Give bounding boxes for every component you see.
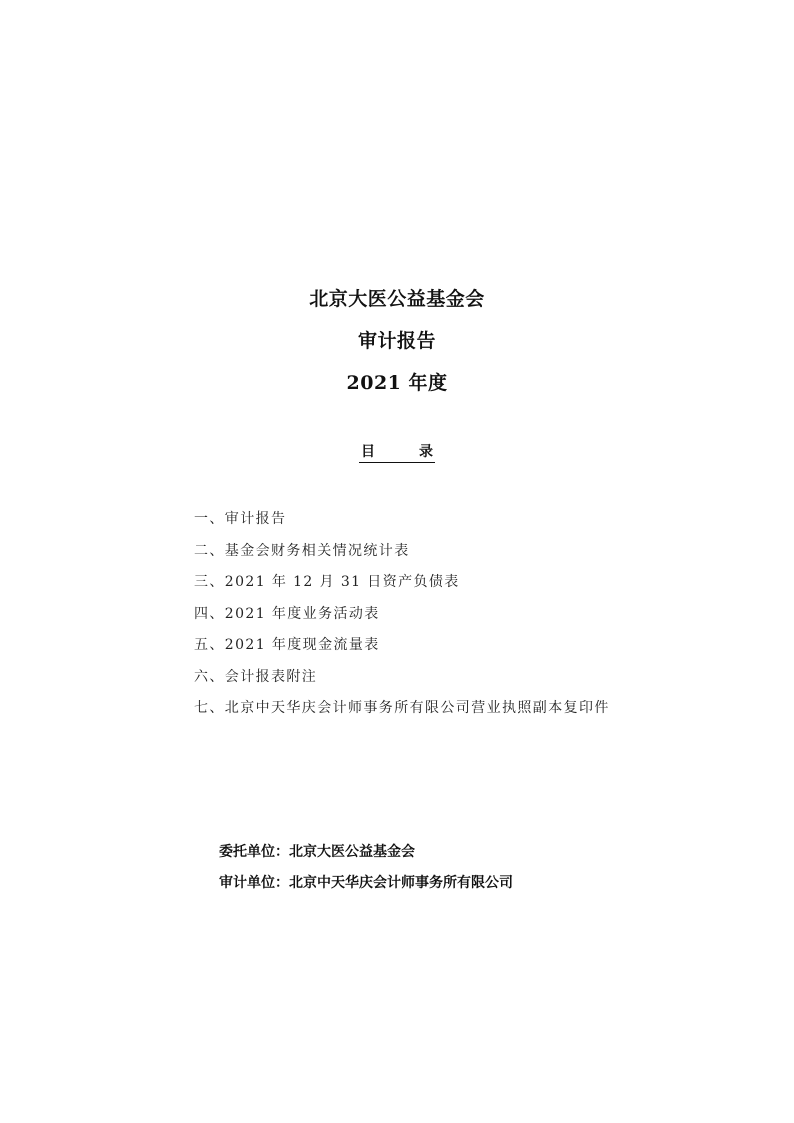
footer-block	[219, 841, 513, 903]
auditor-line: 审计单位：北京中天华庆会计师事务所有限公司	[219, 875, 513, 891]
toc-heading-right: 录	[419, 444, 433, 460]
toc-item-notes: 六、会计报表附注	[194, 668, 318, 685]
organization-title: 北京大医公益基金会	[309, 288, 485, 310]
toc-item-financial-statistics: 二、基金会财务相关情况统计表	[194, 542, 410, 559]
toc-heading-left: 目	[361, 444, 375, 460]
toc-heading-underline	[359, 441, 435, 463]
toc-item-business-license: 七、北京中天华庆会计师事务所有限公司营业执照副本复印件	[194, 700, 610, 716]
toc-list	[194, 508, 610, 729]
toc-item-cash-flow-statement: 五、2021 年度现金流量表	[194, 637, 380, 653]
year-title: 2021 年度	[346, 372, 448, 394]
toc-item-audit-report: 一、审计报告	[194, 511, 287, 527]
report-title: 审计报告	[357, 330, 436, 352]
toc-heading	[0, 441, 794, 463]
toc-item-activity-statement: 四、2021 年度业务活动表	[194, 605, 380, 622]
client-line: 委托单位：北京大医公益基金会	[219, 844, 415, 860]
toc-item-balance-sheet: 三、2021 年 12 月 31 日资产负债表	[194, 574, 460, 590]
